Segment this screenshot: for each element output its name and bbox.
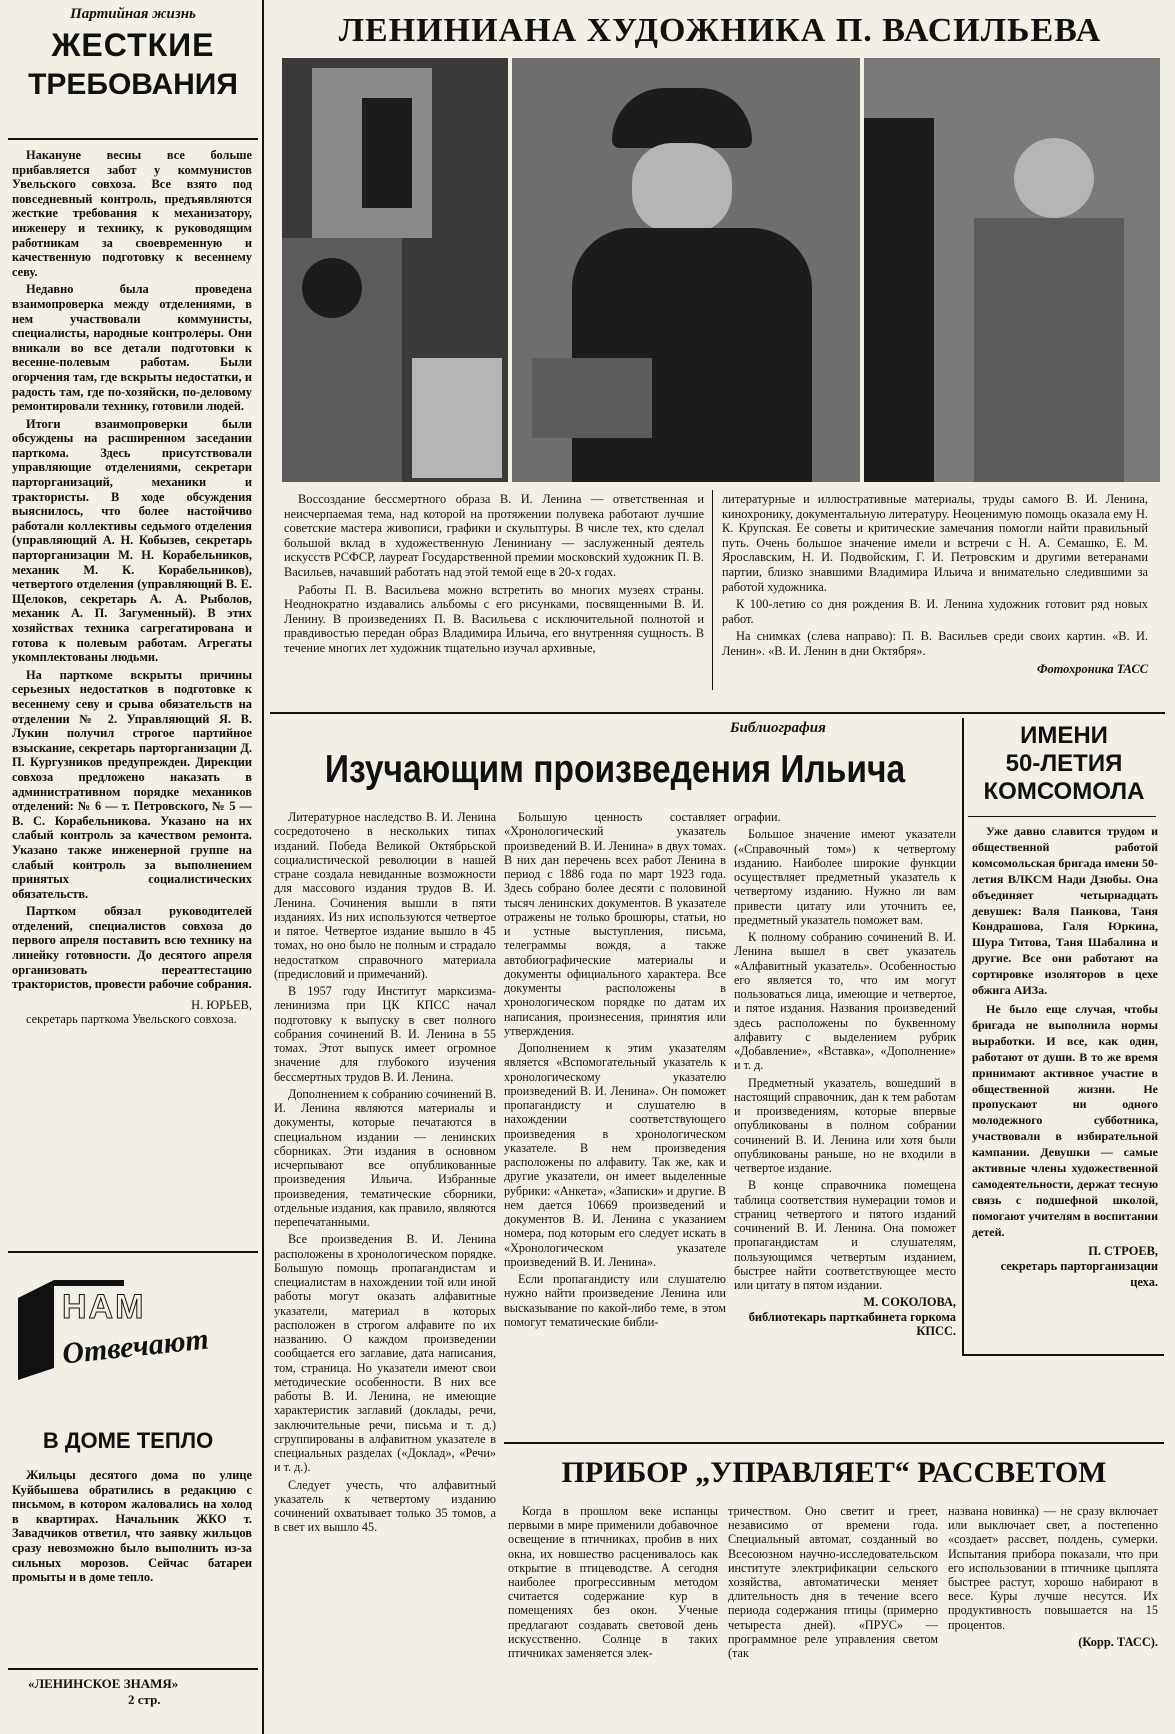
paragraph: тричеством. Оно светит и греет, независимо от времени года. Специальный автомат, созданный во Всесоюзном научно-исследовательском институте электрификации сельского хозяйства, автоматически меняет длительность дня в течение всего периода содержания птицы (примерно четыреста дней). «ПРУС» — программное реле управления светом (так — [728, 1504, 938, 1661]
divider — [8, 138, 258, 140]
signature-name: М. СОКОЛОВА, — [863, 1295, 956, 1310]
leniniana-text-col2 — [722, 492, 1148, 676]
pribor-headline: ПРИБОР „УПРАВЛЯЕТ“ РАССВЕТОМ — [561, 1456, 1107, 1489]
photo-lenin-october — [864, 58, 1160, 482]
footer-page-number: 2 стр. — [128, 1692, 161, 1707]
paragraph: Литературное наследство В. И. Ленина сосредоточено в нескольких типах изданий. Победа Великой Октябрьской социалистической революции в нашей стране создала невиданные возможности для массового издания трудов В. И. Ленина. Сочинения вышли в пяти изданиях. Из них используются четвертое и пятое. Четвертое издание вышло в 45 томах, но оно было не полным и страдало недостатком справочного материала (предисловий и примечаний). — [274, 810, 496, 981]
paragraph: В конце справочника помещена таблица соответствия нумерации томов и страниц четвертого и пятого изданий сочинений В. И. Ленина. Она поможет пропагандистам и слушателям, пользующимся четвертым изданием, быстрее найти соответствующее место или цитату в пятом издании. — [734, 1178, 956, 1292]
paragraph: Следует учесть, что алфавитный указатель к четвертому изданию сочинений охватывает только 35 томов, а в свет их вышло 45. — [274, 1477, 496, 1535]
bibliography-headline: Изучающим произведения Ильича — [324, 748, 906, 791]
logo-otvechayut: Отвечают — [60, 1322, 211, 1371]
divider — [8, 1251, 258, 1253]
paragraph: Дополнением к этим указателям является «Вспомогательный указатель к хронологическому указателю произведений В. И. Ленина». Он поможет пропагандисту и слушателю в нахождении соответствующего произведения в хронологическом указателе. В нем произведения расположены по алфавиту. Так же, как и другие указатели, он имеет выделенные рубрики: «Анкета», «Записки» и другие. В нем дается 10669 произведений и документов В. И. Ленина с указанием номера, под которым его следует искать в «Хронологическом указателе произведений В. И. Ленина». — [504, 1041, 726, 1269]
paragraph: литературные и иллюстративные материалы, труды самого В. И. Ленина, кинохронику, документальную литературу. Неоценимую помощь оказала ему Н. К. Крупская. Ее советы и критические замечания помогли найти правильный путь. Очень большое значение имели и встречи с Н. А. Семашко, Е. М. Ярославским, Н. И. Подвойским, Г. И. Петровским и другими ветеранами партии, близко знавшими Владимира Ильича и внимательно следившими за работой художника. — [722, 492, 1148, 594]
paragraph: Накануне весны все больше прибавляется забот у коммунистов Увельского совхоза. Все взято под повседневный контроль, предъявляются жесткие требования к механизатору, инженеру и технику, к руководящим работникам за своевременную и качественную подготовку к весеннему севу. — [12, 148, 252, 279]
signature-name: Н. ЮРЬЕВ, — [191, 997, 252, 1012]
paragraph: Жильцы десятого дома по улице Куйбышева обратились в редакцию с письмом, в котором жаловались на холод в квартирах. Начальник ЖКО т. Завадчиков ответил, что заявку жильцов сразу невозможно было выполнить из-за сильных морозов. Сейчас батареи промыты и в доме тепло. — [12, 1468, 252, 1585]
paragraph: Итоги взаимопроверки были обсуждены на расширенном заседании парткома. Здесь присутствовали управляющие отделениями, секретари парторганизаций, механики и трактористы. В ходе обсуждения выяснилось, что более настойчиво работали коллективы седьмого отделения (управляющий А. Н. Кобызев, секретарь парторганизации М. Н. Корабельников, механик М. К. Корабельников), четвертого отделения (управляющий В. Е. Щелоков, секретарь А. А. Рыболов, механик А. П. Загуменный). В этих хозяйствах техника сагрегатирована и готова к полевым работам. Агрегаты укомплектованы людьми. — [12, 416, 252, 665]
headline-zhestkie: ЖЕСТКИЕ — [51, 27, 215, 63]
paragraph: Недавно была проведена взаимопроверка между отделениями, в нем участвовали коммунисты, специалисты, народные контролеры. Они вникали во все детали подготовки к весенне-полевым работам. Были огорчения там, где вскрыты недостатки, и радость там, где по-хозяйски, по-деловому ремонтировали технику, готовили людей. — [12, 282, 252, 414]
divider — [504, 1442, 1164, 1444]
paragraph: Партком обязал руководителей отделений, специалистов совхоза до первого апреля поставить всю технику на линейку готовности. До десятого апреля организовать переаттестацию трактористов, провести рабочие собрания. — [12, 904, 252, 992]
divider — [8, 1668, 258, 1670]
footer-paper-name: «ЛЕНИНСКОЕ ЗНАМЯ» — [28, 1676, 179, 1691]
paragraph: В 1957 году Институт марксизма-ленинизма при ЦК КПСС начал подготовку к выпуску в свет полного собрания сочинений В. И. Ленина в 55 томах. Этот выпуск имеет огромное значение для глубокого изучения бессмертных трудов В. И. Ленина. — [274, 984, 496, 1084]
photo-lenin-portrait — [512, 58, 860, 482]
column-rule — [262, 0, 264, 1734]
paragraph: Не было еще случая, чтобы бригада не выполнила нормы выработки. И все, как один, работают от души. В то же время принимают активное участие в общественной жизни. Не пропускают ни одного молодежного субботника, участвовали в избирательной кампании. Девушки — самые активные члены художественной самодеятельности, держат тесную связь с подшефной школой, помогают учителям в воспитании детей. — [972, 1001, 1158, 1239]
komsomol-body — [972, 824, 1158, 1291]
signature-role: библиотекарь парткабинета горкома КПСС. — [748, 1309, 956, 1338]
paragraph: ографии. — [734, 810, 781, 824]
bibliography-col2 — [504, 810, 726, 1332]
column-rule — [712, 490, 713, 690]
nam-otvechayut-logo — [14, 1268, 250, 1388]
paragraph: Когда в прошлом веке испанцы первыми в мире применили добавочное освещение в птичниках, пробив в них окна, их новшество расценивалось как открытие в птицеводстве. А сегодня наиболее прогрессивным методом считается содержание кур в помещениях без окон. Ученые предлагают создавать световой день искусственно. Солнце в таких птичниках заменяется элек- — [508, 1504, 718, 1661]
paragraph: Воссоздание бессмертного образа В. И. Ленина — ответственная и неисчерпаемая тема, над которой на протяжении полувека работают лучшие советские мастера живописи, графики и скульптуры. В числе тех, кто сделал большой вклад в художественную Лениниану — заслуженный деятель искусств РСФСР, лауреат Государственной премии московский художник П. В. Васильев, начавший работать над этой темой еще в 20-х годах. — [284, 492, 704, 579]
bibliography-kicker: Библиография — [730, 720, 826, 736]
paragraph: Если пропагандисту или слушателю нужно найти произведение Ленина или высказывание по какой-либо теме, в этом помогут тематические библи- — [504, 1272, 726, 1329]
signature-role: секретарь парткома Увельского совхоза. — [26, 1012, 237, 1027]
signature-name: П. СТРОЕВ, — [1088, 1243, 1158, 1258]
paragraph: На парткоме вскрыты причины серьезных недостатков в подготовке к весеннему севу и срыва обязательств на отделении № 2. Управляющий Я. В. Лукин получил строгое партийное взыскание, секретарь парторганизации Д. П. Кургузников предупрежден. Дирекции совхоза предложено наказать в административном порядке механиков отделений: № 6 — т. Петровского, № 5 — В. С. Корабельникова. Указано на их слабый контроль за качеством ремонта. Указано также инженерной группе на слабый контроль за выполнением принятых социалистических обязательств. — [12, 667, 252, 901]
komsomol-headline-1: ИМЕНИ — [1020, 722, 1108, 749]
bibliography-col3 — [734, 810, 956, 1338]
headline-trebovaniya: ТРЕБОВАНИЯ — [28, 68, 238, 101]
komsomol-box — [962, 718, 1164, 1356]
komsomol-headline-3: КОМСОМОЛА — [983, 778, 1145, 805]
logo-frame-icon — [14, 1268, 250, 1388]
paragraph: названа новинка) — не сразу включает или выключает свет, а постепенно «создает» рассвет, полдень, сумерки. Испытания прибора показали, что при его использовании в птичнике цыплята быстрее растут, хорошо набирают в весе. Куры лучше несутся. Их продуктивность повышается на 15 процентов. — [948, 1504, 1158, 1632]
paragraph: Работы П. В. Васильева можно встретить во многих музеях страны. Неоднократно издавались альбомы с его рисунками, посвященными В. И. Ленину. В произведениях П. В. Васильева с исключительной полнотой и правдивостью передан образ Владимира Ильича, его внутренняя сущность. В течение многих лет художник тщательно изучал архивные, — [284, 582, 704, 655]
headline-v-dome-teplo: В ДОМЕ ТЕПЛО — [42, 1428, 214, 1453]
signature-role: секретарь парторганизации цеха. — [1000, 1259, 1158, 1290]
credit: (Корр. ТАСС). — [1078, 1634, 1158, 1649]
bibliography-col1 — [274, 810, 496, 1538]
divider — [270, 712, 1165, 714]
paragraph: Большую ценность составляет «Хронологический указатель произведений В. И. Ленина» в двух томах. В них дан перечень всех работ Ленина в период с 1886 года по март 1923 года. Здесь собрано более десяти с половиной тысяч ленинских документов. В указателе отражены не только брошюры, статьи, но и устные выступления, письма, телеграммы вождя, а также автобиографические материалы и документы официального характера. Все документы расположены в хронологическом порядке по датам их написания, произнесения, принятия или утверждения. — [504, 810, 726, 1038]
divider — [968, 816, 1156, 817]
komsomol-headline-2: 50-ЛЕТИЯ — [1005, 750, 1123, 777]
pribor-col1 — [508, 1504, 718, 1663]
logo-nam: НАМ — [62, 1288, 146, 1326]
left-column — [8, 6, 258, 1726]
photo-vasiliev-among-paintings — [282, 58, 508, 482]
paragraph: Предметный указатель, вошедший в настоящий справочник, дан к тем работам и произведениям, которые впервые опубликованы в полном собрании сочинений В. И. Ленина или хотя были опубликованы раньше, но не входили в четвертое издание. — [734, 1075, 956, 1175]
paragraph: Все произведения В. И. Ленина расположены в хронологическом порядке. Большую помощь пропагандистам и специалистам в нахождении той или иной работы могут оказать алфавитные указатели, материал в которых расположен в строгом алфавите по их названию. О каждом произведении сообщается его заглавие, дата написания, том, страница. Но указатели имеют свои методические особенности. В них все работы В. И. Ленина, не имеющие характеристик заглавий (доклады, речи, заключительные речи, письма и т. д.) сгруппированы в алфавитном указателе в специальных разделах («Доклад», «Речи» и т. д.). — [274, 1232, 496, 1475]
paragraph: К полному собранию сочинений В. И. Ленина вышел в свет указатель «Алфавитный указатель». Особенностью его является то, что им могут пользоваться лица, имеющие и четвертое, и пятое издания. Названия произведений здесь расположены по буквенному алфавиту с выделением рубрик «Добавление», «Вставка», «Дополнение» и т. д. — [734, 930, 956, 1073]
paragraph: Большое значение имеют указатели («Справочный том») к четвертому изданию. Наиболее широкие функции осуществляет предметный указатель к четвертому изданию. Нужно ли вам привести цитату или уточнить ее, предметный указатель поможет вам. — [734, 827, 956, 927]
paragraph: К 100-летию со дня рождения В. И. Ленина художник готовит ряд новых работ. — [722, 597, 1148, 626]
pribor-col3 — [948, 1504, 1158, 1649]
paragraph: Дополнением к собранию сочинений В. И. Ленина являются материалы и документы, которые печатаются в специальном издании — ленинских сборниках. Эти издания в основном исчерпывают все опубликованные произведения Ильича. Избранные произведения, тематические сборники, отдельные издания, как правило, являются перепечатанными. — [274, 1086, 496, 1229]
pribor-col2 — [728, 1504, 938, 1663]
section-kicker: Партийная жизнь — [70, 6, 196, 22]
leniniana-text-col1 — [284, 492, 704, 659]
photo-caption: На снимках (слева направо): П. В. Васильев среди своих картин. «В. И. Ленин». «В. И. Ленин в дни Октября». — [722, 629, 1148, 658]
leniniana-headline: ЛЕНИНИАНА ХУДОЖНИКА П. ВАСИЛЬЕВА — [338, 12, 1102, 49]
photo-credit: Фотохроника ТАСС — [1036, 661, 1148, 676]
nam-otvechayut-body — [12, 1468, 252, 1588]
article-body — [12, 148, 252, 1027]
paragraph: Уже давно славится трудом и общественной работой комсомольская бригада имени 50-летия ВЛКСМ Нади Дзюбы. Она объединяет четырнадцать девушек: Валя Панкова, Таня Кондрашова, Галя Юркина, Шура Титова, Таня Шабалина и другие. Все они работают на сортировке изоляторов в цехе обжига АИЗа. — [972, 824, 1158, 998]
